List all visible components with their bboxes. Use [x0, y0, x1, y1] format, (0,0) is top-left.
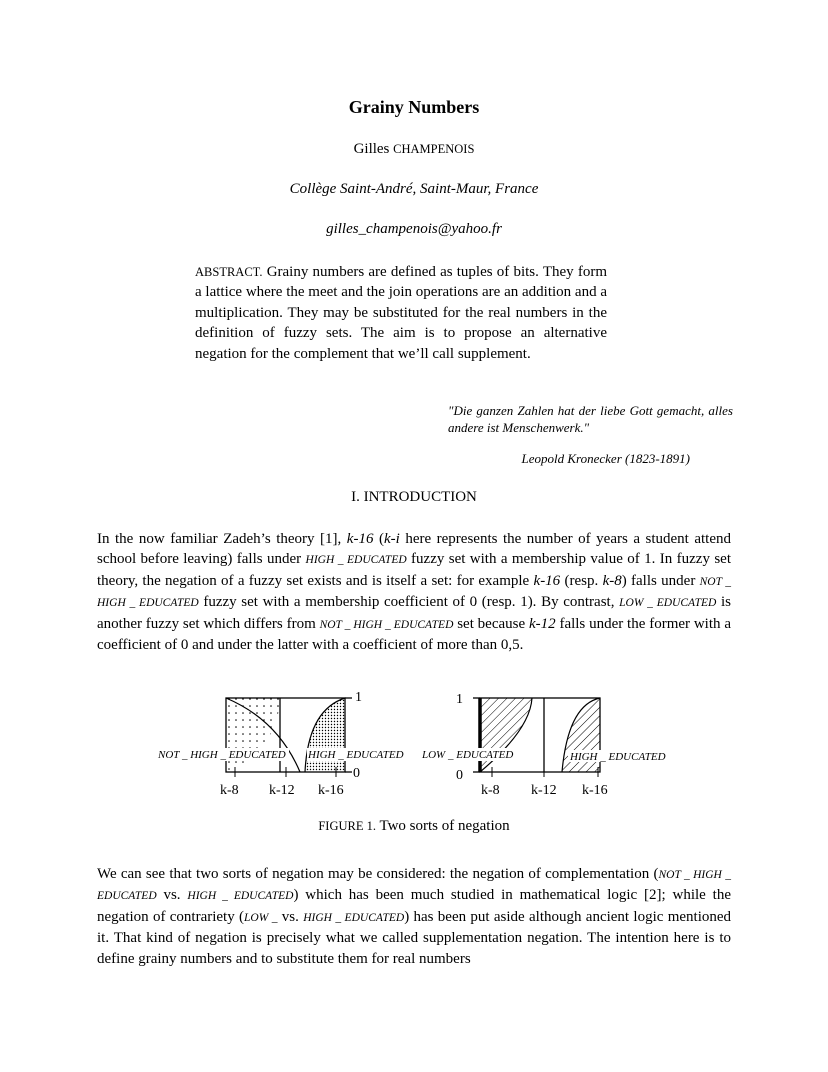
abstract	[195, 262, 607, 364]
right-label-high-educated: HIGH _ EDUCATED	[570, 751, 666, 763]
figure-caption-label: FIGURE 1.	[318, 819, 376, 833]
text-run: ) falls under	[621, 572, 700, 589]
set-name: LOW _	[244, 911, 278, 924]
text-run: vs.	[156, 887, 188, 904]
right-bottom-value: 0	[456, 768, 463, 783]
math-k16: k-16	[533, 572, 561, 589]
abstract-label: ABSTRACT.	[195, 265, 263, 279]
right-tick-label-k12: k-12	[531, 783, 557, 798]
left-tick-label-k8: k-8	[220, 783, 239, 798]
paper-title: Grainy Numbers	[348, 97, 480, 117]
affiliation: Collège Saint-André, Saint-Maur, France	[289, 181, 539, 197]
right-label-low-educated: LOW _ EDUCATED	[422, 749, 514, 761]
set-name: NOT _ HIGH _ EDUCATED	[97, 575, 731, 610]
math-ki: k-i	[383, 531, 400, 547]
text-run: here represents the number of years a student attend school before leaving) falls under	[97, 531, 731, 568]
left-tick-label-k16: k-16	[318, 783, 344, 798]
figure-caption	[0, 818, 828, 835]
author-email[interactable]: gilles_champenois@yahoo.fr	[326, 221, 502, 237]
author-first-name: Gilles	[353, 141, 394, 157]
left-top-value: 1	[355, 690, 362, 705]
left-label-not-high-educated: NOT _ HIGH _ EDUCATED	[158, 749, 286, 761]
epigraph-attribution: Leopold Kronecker (1823-1891)	[521, 451, 690, 466]
left-tick-label-k12: k-12	[269, 783, 295, 798]
abstract-text: Grainy numbers are defined as tuples of bits. They form a lattice where the meet and the join operations are an addition and a multiplication. They may be substituted for the real numbers in the definition of fuzzy sets. The aim is to propose an alternative negation for the complement that we’ll call supplement.	[195, 264, 607, 362]
intro-paragraph-2	[97, 864, 731, 969]
right-top-value: 1	[456, 692, 463, 707]
right-tick-label-k8: k-8	[481, 783, 500, 798]
epigraph-quote: "Die ganzen Zahlen hat der liebe Gott gemacht, alles andere ist Menschenwerk."	[448, 403, 733, 435]
set-name: LOW _ EDUCATED	[619, 597, 717, 610]
text-run: fuzzy set with a membership value of 1. In fuzzy set theory, the negation of a fuzzy set exists and is itself a set: for example	[97, 551, 732, 589]
author-last-name: CHAMPENOIS	[393, 142, 475, 156]
text-run: is another fuzzy set which differs from	[97, 594, 731, 632]
text-run: fuzzy set with a membership coefficient of 0 (resp. 1). By contrast,	[198, 594, 620, 611]
left-label-high-educated: HIGH _ EDUCATED	[308, 749, 404, 761]
figure-caption-text: Two sorts of negation	[375, 818, 510, 834]
math-k12: k-12	[528, 615, 556, 632]
text-run: vs.	[277, 908, 304, 925]
negation-figure	[150, 690, 680, 805]
text-run: set because	[453, 615, 529, 632]
text-run: ) has been put aside although ancient logic mentioned it. That kind of negation is precisely what we called supplementation negation. The intention here is to define grainy numbers and to substitute them for real numbers	[97, 908, 732, 967]
set-name: HIGH _ EDUCATED	[187, 890, 294, 903]
set-name: NOT _ HIGH _ EDUCATED	[319, 618, 454, 631]
math-k16: k-16	[346, 531, 374, 547]
math-k8: k-8	[602, 572, 622, 589]
left-bottom-value: 0	[353, 766, 360, 781]
left-graph	[157, 690, 404, 798]
text-run: In the now familiar Zadeh’s theory [1],	[97, 531, 347, 547]
text-run: We can see that two sorts of negation may be considered: the negation of complementation (	[97, 866, 659, 882]
text-run: (resp.	[560, 572, 603, 589]
set-name: HIGH _ EDUCATED	[305, 554, 407, 567]
right-tick-label-k16: k-16	[582, 783, 608, 798]
author-line	[0, 141, 828, 158]
text-run: ) which has been much studied in mathematical logic [2]; while the negation of contrariety (	[97, 887, 732, 925]
section-heading: I. INTRODUCTION	[351, 489, 477, 505]
text-run: (	[373, 531, 384, 547]
intro-paragraph-1	[97, 529, 731, 655]
text-run: falls under the former with a coefficient of 0 and under the latter with a coefficient of more than 0,5.	[97, 615, 731, 654]
right-graph	[420, 692, 668, 798]
set-name: HIGH _ EDUCATED	[303, 911, 405, 924]
set-name: NOT _ HIGH _ EDUCATED	[97, 869, 731, 903]
